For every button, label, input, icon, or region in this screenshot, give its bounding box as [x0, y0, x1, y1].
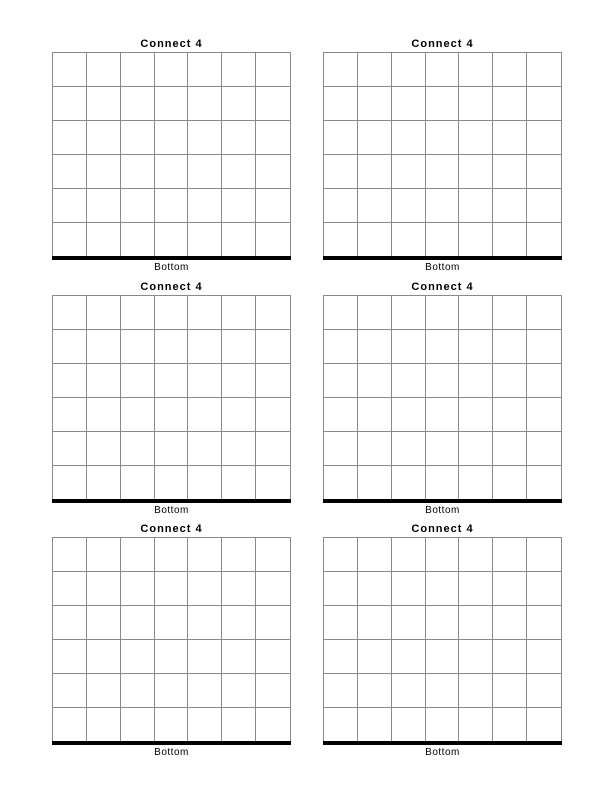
grid-cell: [53, 296, 87, 330]
grid-cell: [426, 155, 460, 189]
grid-cell: [256, 155, 290, 189]
grid-cell: [87, 121, 121, 155]
bottom-line: [52, 741, 291, 745]
grid-cell: [87, 189, 121, 223]
bottom-label: Bottom: [425, 505, 460, 516]
grid-cell: [493, 53, 527, 87]
bottom-line: [323, 499, 562, 503]
grid-cell: [358, 364, 392, 398]
grid-cell: [256, 640, 290, 674]
game-grid: [323, 295, 562, 500]
grid-cell: [87, 223, 121, 257]
grid-cell: [459, 538, 493, 572]
grid-cell: [527, 296, 561, 330]
grid-cell: [324, 296, 358, 330]
grid-cell: [121, 708, 155, 742]
grid-cell: [188, 606, 222, 640]
grid-cell: [121, 53, 155, 87]
grid-cell: [121, 330, 155, 364]
grid-cell: [188, 189, 222, 223]
grid-cell: [358, 572, 392, 606]
grid-cell: [188, 87, 222, 121]
grid-cell: [358, 121, 392, 155]
grid-cell: [459, 466, 493, 500]
grid-cell: [392, 538, 426, 572]
grid-cell: [222, 398, 256, 432]
grid-cell: [155, 121, 189, 155]
grid-cell: [493, 606, 527, 640]
grid-cell: [324, 189, 358, 223]
grid-cell: [392, 87, 426, 121]
grid-cell: [324, 364, 358, 398]
grid-cell: [87, 155, 121, 189]
grid-cell: [527, 572, 561, 606]
grid-cell: [155, 155, 189, 189]
grid-cell: [256, 364, 290, 398]
grid-cell: [392, 708, 426, 742]
grid-cell: [426, 606, 460, 640]
grid-cell: [53, 572, 87, 606]
bottom-line: [52, 256, 291, 260]
grid-cell: [358, 674, 392, 708]
grid-cell: [459, 606, 493, 640]
grid-cell: [87, 606, 121, 640]
grid-cell: [527, 53, 561, 87]
grid-cell: [155, 364, 189, 398]
board-title: Connect 4: [140, 38, 203, 50]
grid-cell: [53, 708, 87, 742]
grid-cell: [87, 674, 121, 708]
grid-cell: [53, 674, 87, 708]
grid-cell: [324, 432, 358, 466]
grid-cell: [155, 538, 189, 572]
bottom-line: [323, 256, 562, 260]
grid-cell: [222, 364, 256, 398]
grid-cell: [392, 640, 426, 674]
grid-cell: [459, 364, 493, 398]
grid-cell: [222, 674, 256, 708]
grid-cell: [53, 432, 87, 466]
grid-cell: [493, 87, 527, 121]
grid-cell: [87, 708, 121, 742]
grid-cell: [155, 606, 189, 640]
grid-cell: [87, 432, 121, 466]
grid-cell: [392, 296, 426, 330]
grid-cell: [527, 432, 561, 466]
grid-cell: [188, 538, 222, 572]
grid-cell: [358, 53, 392, 87]
grid-cell: [256, 432, 290, 466]
bottom-line: [52, 499, 291, 503]
grid-cell: [527, 674, 561, 708]
grid-cell: [53, 364, 87, 398]
grid-cell: [358, 640, 392, 674]
grid-cell: [324, 223, 358, 257]
grid-cell: [392, 674, 426, 708]
grid-cell: [324, 155, 358, 189]
grid-cell: [256, 87, 290, 121]
grid-cell: [527, 223, 561, 257]
grid-cell: [188, 674, 222, 708]
grid-cell: [493, 296, 527, 330]
grid-cell: [392, 330, 426, 364]
grid-cell: [87, 330, 121, 364]
grid-cell: [358, 466, 392, 500]
grid-cell: [256, 398, 290, 432]
grid-cell: [426, 432, 460, 466]
grid-cell: [324, 87, 358, 121]
bottom-label: Bottom: [154, 505, 189, 516]
grid-cell: [256, 708, 290, 742]
grid-cell: [392, 121, 426, 155]
grid-cell: [188, 330, 222, 364]
board-title: Connect 4: [411, 281, 474, 293]
grid-cell: [155, 432, 189, 466]
grid-cell: [459, 572, 493, 606]
grid-cell: [87, 466, 121, 500]
grid-cell: [87, 87, 121, 121]
grid-cell: [121, 364, 155, 398]
grid-cell: [459, 330, 493, 364]
grid-cell: [324, 708, 358, 742]
grid-cell: [358, 538, 392, 572]
grid-cell: [121, 87, 155, 121]
grid-cell: [188, 432, 222, 466]
grid-cell: [527, 466, 561, 500]
grid-cell: [392, 155, 426, 189]
grid-cell: [459, 53, 493, 87]
grid-cell: [358, 708, 392, 742]
game-grid: [323, 52, 562, 257]
grid-cell: [358, 330, 392, 364]
grid-cell: [222, 640, 256, 674]
grid-cell: [256, 572, 290, 606]
grid-cell: [527, 87, 561, 121]
grid-cell: [121, 189, 155, 223]
grid-cell: [256, 466, 290, 500]
bottom-line: [323, 741, 562, 745]
grid-cell: [493, 223, 527, 257]
grid-cell: [53, 87, 87, 121]
grid-cell: [324, 606, 358, 640]
grid-cell: [121, 398, 155, 432]
grid-cell: [188, 53, 222, 87]
grid-cell: [188, 121, 222, 155]
grid-cell: [53, 121, 87, 155]
grid-cell: [392, 189, 426, 223]
grid-cell: [493, 538, 527, 572]
grid-cell: [222, 53, 256, 87]
grid-cell: [188, 223, 222, 257]
grid-cell: [493, 432, 527, 466]
bottom-label: Bottom: [425, 747, 460, 758]
grid-cell: [222, 606, 256, 640]
grid-cell: [324, 640, 358, 674]
grid-cell: [87, 296, 121, 330]
grid-cell: [324, 572, 358, 606]
grid-cell: [426, 296, 460, 330]
grid-cell: [493, 640, 527, 674]
grid-cell: [358, 606, 392, 640]
grid-cell: [426, 53, 460, 87]
grid-cell: [222, 330, 256, 364]
grid-cell: [527, 640, 561, 674]
grid-cell: [493, 330, 527, 364]
grid-cell: [324, 674, 358, 708]
grid-cell: [358, 398, 392, 432]
grid-cell: [121, 432, 155, 466]
game-grid: [52, 52, 291, 257]
grid-cell: [426, 223, 460, 257]
grid-cell: [493, 155, 527, 189]
grid-cell: [155, 53, 189, 87]
grid-cell: [493, 398, 527, 432]
game-grid: [52, 295, 291, 500]
grid-cell: [426, 674, 460, 708]
grid-cell: [87, 364, 121, 398]
grid-cell: [392, 223, 426, 257]
grid-cell: [155, 189, 189, 223]
grid-cell: [256, 606, 290, 640]
grid-cell: [155, 330, 189, 364]
grid-cell: [459, 708, 493, 742]
game-grid: [52, 537, 291, 742]
grid-cell: [121, 223, 155, 257]
grid-cell: [426, 364, 460, 398]
grid-cell: [155, 87, 189, 121]
grid-cell: [188, 466, 222, 500]
grid-cell: [155, 708, 189, 742]
grid-cell: [121, 572, 155, 606]
grid-cell: [256, 538, 290, 572]
grid-cell: [188, 640, 222, 674]
grid-cell: [222, 466, 256, 500]
grid-cell: [459, 87, 493, 121]
grid-cell: [493, 466, 527, 500]
grid-cell: [87, 572, 121, 606]
grid-cell: [256, 296, 290, 330]
grid-cell: [426, 466, 460, 500]
grid-cell: [53, 538, 87, 572]
grid-cell: [324, 330, 358, 364]
grid-cell: [222, 121, 256, 155]
grid-cell: [256, 121, 290, 155]
grid-cell: [527, 121, 561, 155]
grid-cell: [527, 364, 561, 398]
grid-cell: [392, 466, 426, 500]
grid-cell: [222, 189, 256, 223]
grid-cell: [459, 296, 493, 330]
grid-cell: [459, 398, 493, 432]
grid-cell: [188, 398, 222, 432]
grid-cell: [121, 121, 155, 155]
grid-cell: [121, 674, 155, 708]
grid-cell: [87, 53, 121, 87]
game-grid: [323, 537, 562, 742]
grid-cell: [392, 398, 426, 432]
grid-cell: [426, 538, 460, 572]
grid-cell: [426, 189, 460, 223]
grid-cell: [358, 296, 392, 330]
grid-cell: [121, 155, 155, 189]
grid-cell: [392, 53, 426, 87]
bottom-label: Bottom: [425, 262, 460, 273]
grid-cell: [426, 87, 460, 121]
grid-cell: [53, 606, 87, 640]
grid-cell: [256, 223, 290, 257]
grid-cell: [155, 466, 189, 500]
grid-cell: [222, 708, 256, 742]
grid-cell: [426, 121, 460, 155]
grid-cell: [256, 53, 290, 87]
grid-cell: [459, 640, 493, 674]
grid-cell: [392, 432, 426, 466]
grid-cell: [493, 121, 527, 155]
grid-cell: [527, 330, 561, 364]
grid-cell: [188, 364, 222, 398]
grid-cell: [53, 189, 87, 223]
grid-cell: [121, 640, 155, 674]
grid-cell: [426, 330, 460, 364]
grid-cell: [324, 538, 358, 572]
grid-cell: [324, 53, 358, 87]
grid-cell: [527, 606, 561, 640]
grid-cell: [459, 432, 493, 466]
grid-cell: [155, 640, 189, 674]
grid-cell: [155, 572, 189, 606]
bottom-label: Bottom: [154, 262, 189, 273]
grid-cell: [53, 640, 87, 674]
grid-cell: [53, 223, 87, 257]
grid-cell: [493, 708, 527, 742]
grid-cell: [155, 674, 189, 708]
grid-cell: [493, 572, 527, 606]
grid-cell: [426, 398, 460, 432]
grid-cell: [493, 189, 527, 223]
grid-cell: [53, 155, 87, 189]
grid-cell: [324, 398, 358, 432]
grid-cell: [53, 330, 87, 364]
grid-cell: [256, 189, 290, 223]
grid-cell: [222, 432, 256, 466]
board-title: Connect 4: [140, 281, 203, 293]
grid-cell: [256, 674, 290, 708]
grid-cell: [493, 364, 527, 398]
grid-cell: [493, 674, 527, 708]
grid-cell: [87, 538, 121, 572]
grid-cell: [155, 398, 189, 432]
grid-cell: [527, 398, 561, 432]
grid-cell: [121, 538, 155, 572]
grid-cell: [527, 538, 561, 572]
grid-cell: [222, 296, 256, 330]
grid-cell: [459, 223, 493, 257]
grid-cell: [426, 572, 460, 606]
grid-cell: [87, 640, 121, 674]
grid-cell: [188, 708, 222, 742]
grid-cell: [324, 466, 358, 500]
grid-cell: [222, 572, 256, 606]
grid-cell: [155, 296, 189, 330]
grid-cell: [459, 674, 493, 708]
grid-cell: [222, 538, 256, 572]
grid-cell: [426, 640, 460, 674]
grid-cell: [188, 572, 222, 606]
grid-cell: [358, 223, 392, 257]
grid-cell: [188, 296, 222, 330]
grid-cell: [53, 53, 87, 87]
grid-cell: [155, 223, 189, 257]
grid-cell: [358, 87, 392, 121]
grid-cell: [426, 708, 460, 742]
grid-cell: [256, 330, 290, 364]
grid-cell: [324, 121, 358, 155]
grid-cell: [527, 708, 561, 742]
grid-cell: [53, 466, 87, 500]
grid-cell: [392, 572, 426, 606]
grid-cell: [87, 398, 121, 432]
grid-cell: [222, 155, 256, 189]
grid-cell: [222, 87, 256, 121]
grid-cell: [392, 606, 426, 640]
grid-cell: [459, 121, 493, 155]
grid-cell: [358, 189, 392, 223]
board-title: Connect 4: [411, 523, 474, 535]
grid-cell: [358, 432, 392, 466]
grid-cell: [459, 189, 493, 223]
grid-cell: [459, 155, 493, 189]
grid-cell: [188, 155, 222, 189]
bottom-label: Bottom: [154, 747, 189, 758]
grid-cell: [121, 466, 155, 500]
grid-cell: [222, 223, 256, 257]
grid-cell: [527, 189, 561, 223]
board-title: Connect 4: [411, 38, 474, 50]
grid-cell: [358, 155, 392, 189]
grid-cell: [121, 296, 155, 330]
grid-cell: [392, 364, 426, 398]
grid-cell: [121, 606, 155, 640]
grid-cell: [53, 398, 87, 432]
board-title: Connect 4: [140, 523, 203, 535]
grid-cell: [527, 155, 561, 189]
